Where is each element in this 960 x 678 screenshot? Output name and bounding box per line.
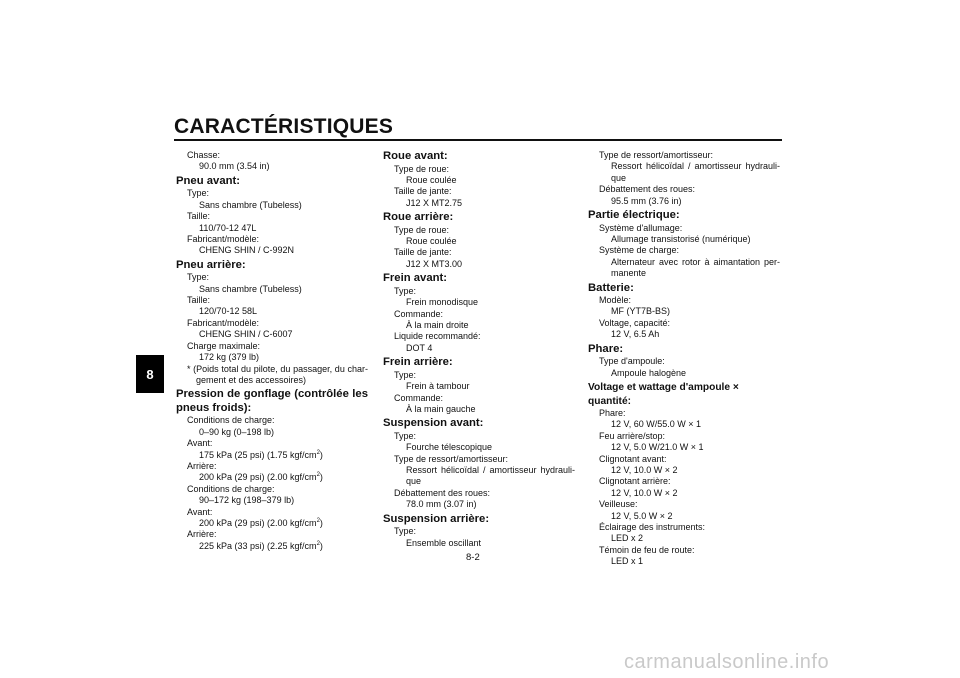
- page-title: CARACTÉRISTIQUES: [174, 115, 394, 138]
- spec-value: 95.5 mm (3.76 in): [611, 195, 682, 206]
- spec-value: 78.0 mm (3.07 in): [406, 499, 477, 510]
- spec-value: 90.0 mm (3.54 in): [199, 161, 270, 172]
- spec-label: Fabricant/modèle:: [187, 317, 260, 328]
- spec-value: Ampoule halogène: [611, 367, 687, 378]
- section-heading: Pression de gonflage (contrôlée les: [176, 388, 368, 401]
- spec-value: 200 kPa (29 psi) (2.00 kgf/$cm^2$): [199, 472, 323, 483]
- spec-value: À la main gauche: [406, 403, 476, 414]
- spec-value: J12 X MT3.00: [406, 258, 463, 269]
- spec-value: Ressort hélicoïdal / amortisseur hydrauli-que: [611, 161, 780, 183]
- spec-value: 0–90 kg (0–198 lb): [199, 426, 275, 437]
- spec-label: Conditions de charge:: [187, 415, 275, 426]
- spec-label: Type de roue:: [394, 163, 450, 174]
- spec-value: LED x 2: [611, 533, 644, 544]
- section-heading: Suspension avant:: [383, 417, 484, 430]
- spec-label: Type:: [394, 430, 417, 441]
- spec-value: J12 X MT2.75: [406, 197, 463, 208]
- spec-value: LED x 1: [611, 556, 644, 567]
- spec-label: Feu arrière/stop:: [599, 430, 666, 441]
- spec-label: Type de ressort/amortisseur:: [599, 150, 714, 160]
- spec-label: Type:: [394, 369, 417, 380]
- column-1: [176, 150, 368, 552]
- spec-value: Allumage transistorisé (numérique): [611, 233, 751, 244]
- spec-label: Liquide recommandé:: [394, 331, 481, 342]
- spec-value: 12 V, 6.5 Ah: [611, 329, 660, 340]
- spec-label: Phare:: [599, 408, 626, 418]
- spec-value: 172 kg (379 lb): [199, 352, 260, 363]
- spec-value: 12 V, 60 W/55.0 W × 1: [611, 419, 701, 430]
- spec-label: Système de charge:: [599, 245, 680, 256]
- spec-label: Taille:: [187, 295, 211, 306]
- spec-label: Type de roue:: [394, 224, 450, 235]
- spec-value: 12 V, 10.0 W × 2: [611, 465, 678, 476]
- page-number: 8-2: [466, 552, 480, 563]
- section-heading: Pneu arrière:: [176, 258, 246, 271]
- spec-label: Type:: [394, 526, 417, 537]
- section-heading: Phare:: [588, 342, 624, 355]
- spec-label: Clignotant avant:: [599, 453, 667, 464]
- column-2: [383, 150, 575, 549]
- spec-value: 12 V, 5.0 W/21.0 W × 1: [611, 442, 704, 453]
- spec-value: Sans chambre (Tubeless): [199, 199, 302, 210]
- section-heading: Voltage et wattage d'ampoule × quantité:: [588, 382, 739, 407]
- spec-label: Éclairage des instruments:: [599, 522, 706, 533]
- spec-value: 12 V, 5.0 W × 2: [611, 510, 673, 521]
- spec-value: DOT 4: [406, 342, 433, 353]
- section-heading: Pneu avant:: [176, 174, 241, 187]
- spec-value: Fourche télescopique: [406, 442, 493, 453]
- spec-value: CHENG SHIN / C-992N: [199, 245, 295, 256]
- spec-value: CHENG SHIN / C-6007: [199, 329, 293, 340]
- section-heading: Roue avant:: [383, 150, 448, 162]
- section-heading: Partie électrique:: [588, 209, 680, 222]
- spec-value: 225 kPa (33 psi) (2.25 kgf/$cm^2$): [199, 540, 323, 551]
- spec-label: Conditions de charge:: [187, 483, 275, 494]
- spec-label: Débattement des roues:: [599, 184, 696, 195]
- spec-value: Frein monodisque: [406, 297, 479, 308]
- spec-value: Alternateur avec rotor à aimantation per-manente: [611, 256, 780, 279]
- spec-label: Arrière:: [187, 529, 217, 540]
- spec-label: Système d'allumage:: [599, 222, 683, 233]
- spec-label: Taille de jante:: [394, 186, 452, 197]
- spec-label: Type:: [187, 188, 210, 199]
- section-heading-cont: pneus froids):: [176, 401, 252, 414]
- spec-value: 120/70-12 58L: [199, 306, 258, 317]
- spec-label: Veilleuse:: [599, 499, 638, 510]
- spec-label: Fabricant/modèle:: [187, 233, 260, 244]
- spec-value: Roue coulée: [406, 236, 457, 247]
- watermark: carmanualsonline.info: [624, 651, 830, 673]
- spec-value: 200 kPa (29 psi) (2.00 kgf/$cm^2$): [199, 517, 323, 528]
- spec-label: Commande:: [394, 308, 444, 319]
- spec-value: 12 V, 10.0 W × 2: [611, 487, 678, 498]
- spec-label: Taille:: [187, 211, 211, 222]
- spec-label: Type:: [394, 285, 417, 296]
- section-heading: Suspension arrière:: [383, 512, 490, 525]
- spec-label: Avant:: [187, 506, 213, 517]
- spec-label: Débattement des roues:: [394, 487, 491, 498]
- spec-value: Ressort hélicoïdal / amortisseur hydrauli-que: [406, 465, 575, 487]
- spec-label: Témoin de feu de route:: [599, 544, 695, 555]
- spec-value: 90–172 kg (198–379 lb): [199, 495, 295, 506]
- spec-value: 175 kPa (25 psi) (1.75 kgf/$cm^2$): [199, 449, 323, 460]
- section-heading: Roue arrière:: [383, 211, 454, 224]
- spec-value: À la main droite: [406, 319, 469, 330]
- section-heading: Frein avant:: [383, 272, 448, 285]
- section-heading: Batterie:: [588, 281, 634, 294]
- spec-label: Type:: [187, 272, 210, 283]
- column-3: [588, 150, 780, 568]
- footnote: * (Poids total du pilote, du passager, du char-gement et des accessoires): [187, 363, 368, 385]
- spec-value: Roue coulée: [406, 174, 457, 185]
- chapter-tab: 8: [136, 355, 164, 393]
- spec-label: Voltage, capacité:: [599, 317, 671, 328]
- spec-value: MF (YT7B-BS): [611, 306, 671, 317]
- spec-value: 110/70-12 47L: [199, 222, 257, 233]
- spec-label: Charge maximale:: [187, 340, 261, 351]
- spec-label: Taille de jante:: [394, 247, 452, 258]
- section-heading: Frein arrière:: [383, 356, 453, 369]
- title-underline: [174, 139, 782, 141]
- spec-label: Type d'ampoule:: [599, 356, 665, 367]
- spec-value: Sans chambre (Tubeless): [199, 283, 302, 294]
- spec-value: Frein à tambour: [406, 381, 470, 392]
- spec-label: Type de ressort/amortisseur:: [394, 453, 509, 464]
- spec-label: Modèle:: [599, 295, 632, 306]
- spec-label: Commande:: [394, 392, 444, 403]
- spec-label: Clignotant arrière:: [599, 476, 671, 487]
- spec-label: Arrière:: [187, 460, 217, 471]
- spec-label: Avant:: [187, 438, 213, 449]
- spec-label: Chasse:: [187, 150, 221, 160]
- spec-value: Ensemble oscillant: [406, 537, 482, 548]
